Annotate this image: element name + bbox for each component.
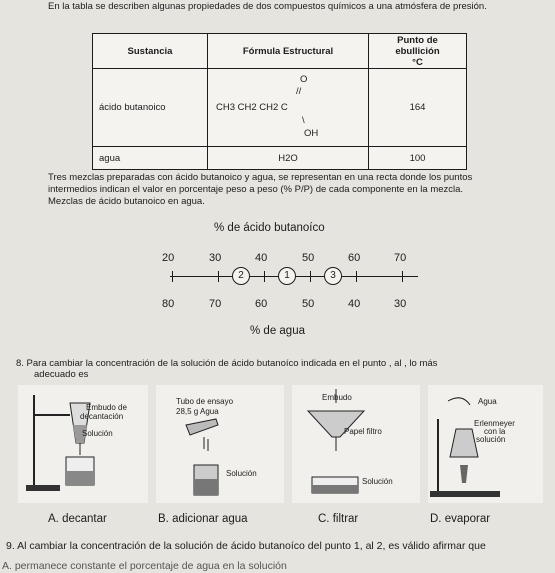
question-9: 9. Al cambiar la concentración de la solución de ácido butanoíco del punto 1, al 2, es válido afirmar que <box>6 540 486 552</box>
table-row <box>93 69 467 147</box>
formula-hydroxyl: OH <box>304 127 319 139</box>
boiling-point-cell: 100 <box>369 147 467 170</box>
bottom-tick: 80 <box>162 298 175 310</box>
formula-oxygen: O <box>300 73 308 85</box>
option-d[interactable]: D. evaporar <box>430 513 491 525</box>
mixture-point-1: 1 <box>278 267 296 285</box>
mixture-point-3: 3 <box>324 267 342 285</box>
filtration-drawing <box>292 385 420 503</box>
question-8-line-2: adecuado es <box>34 369 89 380</box>
label-solution-c: Solución <box>362 477 393 486</box>
question-9-option-a: A. permanece constante el porcentaje de agua en la solución <box>2 560 287 572</box>
table-row <box>93 147 467 170</box>
label-funnel: Embudo de <box>86 403 127 412</box>
label-test-tube: Tubo de ensayo <box>176 397 234 406</box>
scale-tick-mark <box>172 271 173 282</box>
label-solution-a: Solución <box>82 429 113 438</box>
formula-cell <box>208 69 369 147</box>
top-tick: 40 <box>255 252 268 264</box>
substance-cell: agua <box>93 147 208 170</box>
option-c[interactable]: C. filtrar <box>318 513 359 525</box>
scale-bottom-title: % de agua <box>250 325 305 337</box>
top-tick: 30 <box>209 252 222 264</box>
option-a[interactable]: A. decantar <box>48 513 107 525</box>
label-filter-paper: Papel filtro <box>344 427 382 436</box>
table-header-row <box>93 34 467 69</box>
bottom-tick: 40 <box>348 298 361 310</box>
formula-cell: H2O <box>208 147 369 170</box>
scale-top-title: % de ácido butanoíco <box>214 222 325 234</box>
separatory-funnel-drawing <box>18 385 148 503</box>
single-bond: \ <box>302 114 305 126</box>
question-8-line-1: 8. Para cambiar la concentración de la solución de ácido butanoíco indicada en el punto , al , lo más <box>16 358 438 369</box>
scale-tick-mark <box>402 271 403 282</box>
label-con-la: con la <box>484 427 506 436</box>
label-decantation: decantación <box>80 412 124 421</box>
double-bond: // <box>296 85 302 97</box>
bottom-tick: 70 <box>209 298 222 310</box>
boiling-point-cell: 164 <box>369 69 467 147</box>
formula-chain: CH3 CH2 CH2 C <box>216 101 288 113</box>
separation-methods-illustration <box>18 385 543 505</box>
properties-table <box>92 33 467 170</box>
note-line-1: Tres mezclas preparadas con ácido butanoico y agua, se representan en una recta donde los puntos <box>48 172 473 183</box>
label-water: Agua <box>478 397 497 406</box>
top-tick: 20 <box>162 252 175 264</box>
substance-cell: ácido butanoico <box>93 69 208 147</box>
scale-tick-mark <box>356 271 357 282</box>
top-tick: 60 <box>348 252 361 264</box>
mixture-point-2: 2 <box>232 267 250 285</box>
bottom-tick: 50 <box>302 298 315 310</box>
note-line-3: Mezclas de ácido butanoico en agua. <box>48 196 205 207</box>
top-tick: 70 <box>394 252 407 264</box>
label-erlenmeyer: Erlenmeyer <box>474 419 515 428</box>
note-line-2: intermedios indican el valor en porcentaje peso a peso (% P/P) de cada componente en la mezcla. <box>48 184 464 195</box>
scale-tick-mark <box>218 271 219 282</box>
bottom-tick: 30 <box>394 298 407 310</box>
label-solution-b: Solución <box>226 469 257 478</box>
scale-tick-mark <box>310 271 311 282</box>
label-embudo: Embudo <box>322 393 352 402</box>
intro-text: En la tabla se describen algunas propiedades de dos compuestos químicos a una atmósfera de presión. <box>48 1 487 12</box>
header-boiling-point: Punto de ebullición °C <box>369 34 467 69</box>
label-solution-d: solución <box>476 435 506 444</box>
bottom-tick: 60 <box>255 298 268 310</box>
header-formula: Fórmula Estructural <box>208 34 369 69</box>
option-b[interactable]: B. adicionar agua <box>158 513 248 525</box>
top-tick: 50 <box>302 252 315 264</box>
label-water-mass: 28,5 g Agua <box>176 407 219 416</box>
scale-tick-mark <box>264 271 265 282</box>
header-substance: Sustancia <box>93 34 208 69</box>
